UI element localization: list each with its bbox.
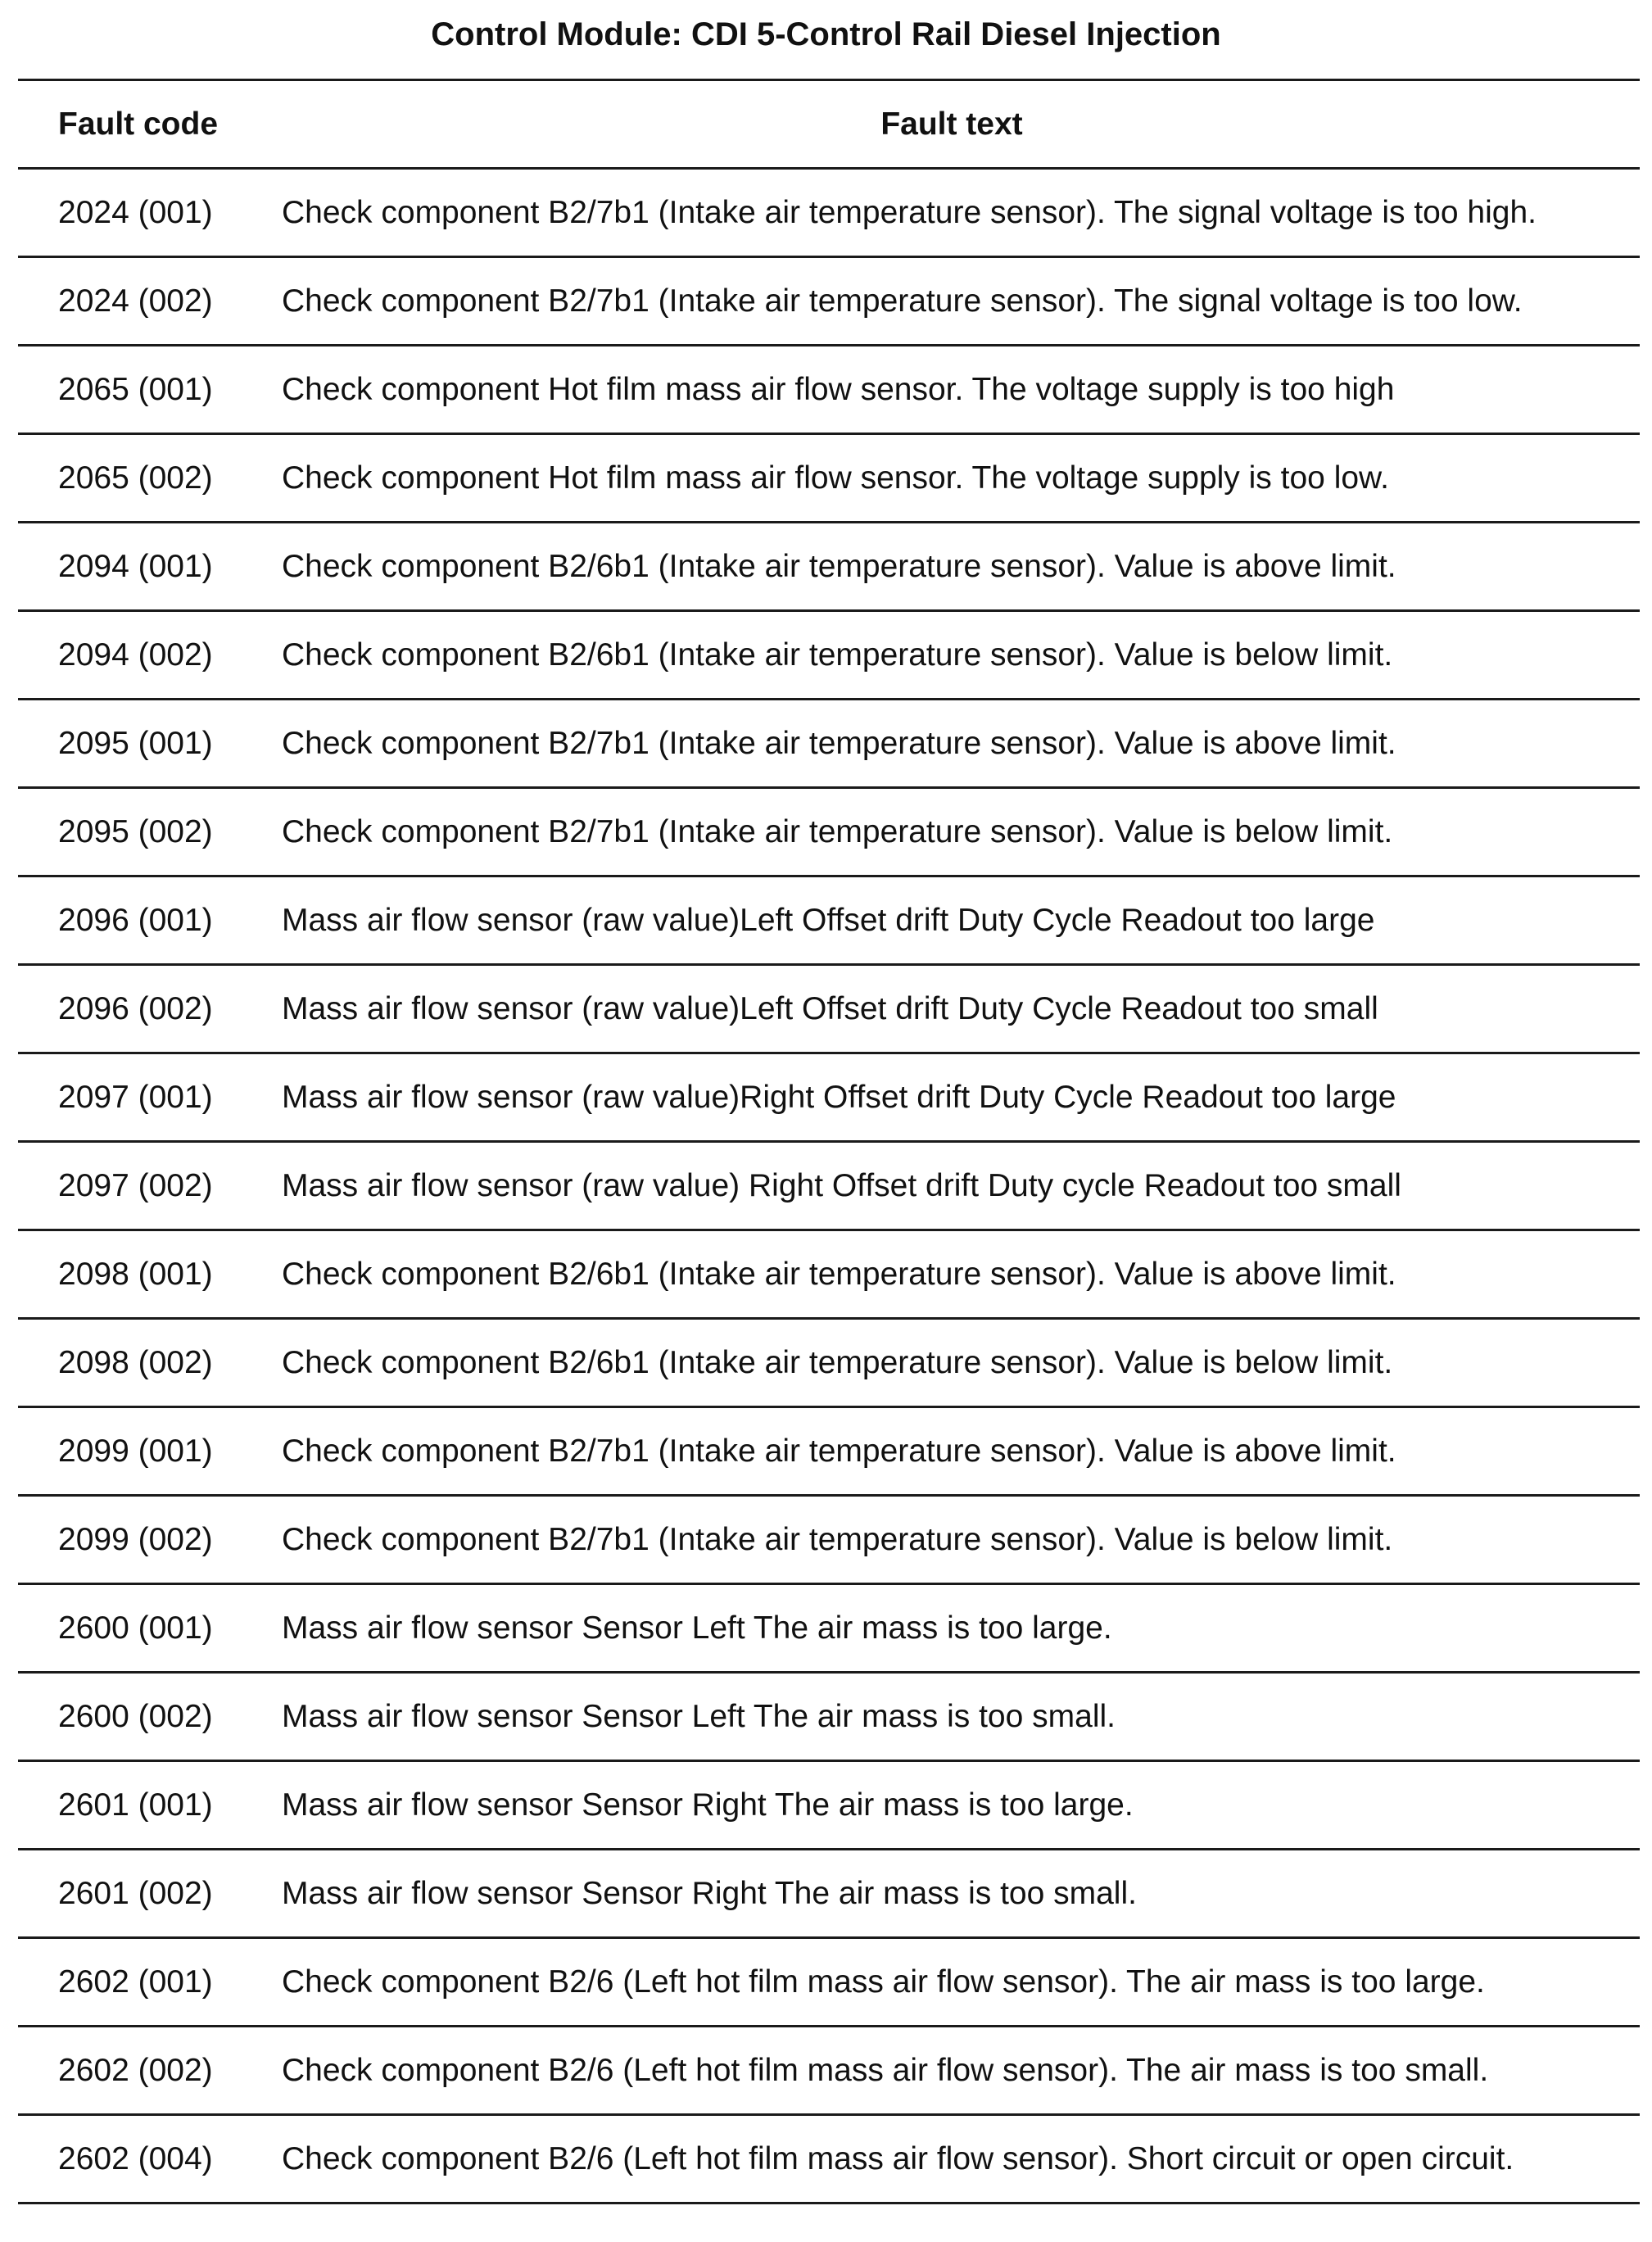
table-row: [18, 1407, 1640, 1496]
fault-text-cell: Check component B2/6b1 (Intake air temperature sensor). Value is above limit.: [264, 1230, 1640, 1319]
fault-code-cell: 2099 (002): [18, 1496, 264, 1584]
table-row: [18, 434, 1640, 523]
table-row: [18, 611, 1640, 700]
table-row: [18, 523, 1640, 611]
fault-text-cell: Check component Hot film mass air flow sensor. The voltage supply is too low.: [264, 434, 1640, 523]
table-header-row: [18, 80, 1640, 169]
table-row: [18, 876, 1640, 965]
table-row: [18, 1319, 1640, 1407]
fault-code-cell: 2065 (001): [18, 346, 264, 434]
fault-text-cell: Mass air flow sensor Sensor Left The air mass is too small.: [264, 1673, 1640, 1761]
table-row: [18, 1142, 1640, 1230]
table-body: [18, 169, 1640, 2204]
fault-text-cell: Check component B2/6b1 (Intake air temperature sensor). Value is below limit.: [264, 611, 1640, 700]
fault-code-table: [18, 79, 1640, 2204]
table-row: [18, 2115, 1640, 2204]
fault-text-cell: Check component Hot film mass air flow sensor. The voltage supply is too high: [264, 346, 1640, 434]
fault-code-cell: 2098 (001): [18, 1230, 264, 1319]
fault-code-cell: 2601 (002): [18, 1850, 264, 1938]
table-row: [18, 346, 1640, 434]
table-row: [18, 1230, 1640, 1319]
fault-text-cell: Check component B2/7b1 (Intake air temperature sensor). Value is above limit.: [264, 700, 1640, 788]
fault-text-cell: Check component B2/7b1 (Intake air temperature sensor). Value is below limit.: [264, 1496, 1640, 1584]
table-row: [18, 1850, 1640, 1938]
fault-code-cell: 2024 (002): [18, 257, 264, 346]
fault-code-cell: 2096 (001): [18, 876, 264, 965]
fault-code-cell: 2600 (002): [18, 1673, 264, 1761]
fault-code-cell: 2024 (001): [18, 169, 264, 257]
table-row: [18, 700, 1640, 788]
table-row: [18, 1053, 1640, 1142]
table-row: [18, 1938, 1640, 2027]
table-row: [18, 788, 1640, 876]
table-row: [18, 1584, 1640, 1673]
fault-text-cell: Check component B2/6b1 (Intake air temperature sensor). Value is below limit.: [264, 1319, 1640, 1407]
fault-code-cell: 2099 (001): [18, 1407, 264, 1496]
fault-code-cell: 2094 (001): [18, 523, 264, 611]
fault-code-cell: 2097 (001): [18, 1053, 264, 1142]
fault-text-cell: Check component B2/7b1 (Intake air temperature sensor). Value is below limit.: [264, 788, 1640, 876]
column-header-fault-text: Fault text: [264, 80, 1640, 169]
table-row: [18, 1673, 1640, 1761]
fault-code-cell: 2602 (002): [18, 2027, 264, 2115]
page-title: Control Module: CDI 5-Control Rail Diesel Injection: [431, 16, 1221, 52]
fault-code-cell: 2600 (001): [18, 1584, 264, 1673]
fault-text-cell: Mass air flow sensor Sensor Left The air mass is too large.: [264, 1584, 1640, 1673]
fault-text-cell: Mass air flow sensor (raw value)Left Offset drift Duty Cycle Readout too large: [264, 876, 1640, 965]
fault-code-cell: 2601 (001): [18, 1761, 264, 1850]
table-row: [18, 257, 1640, 346]
fault-text-cell: Check component B2/6 (Left hot film mass air flow sensor). The air mass is too small.: [264, 2027, 1640, 2115]
fault-text-cell: Check component B2/6 (Left hot film mass air flow sensor). The air mass is too large.: [264, 1938, 1640, 2027]
fault-text-cell: Mass air flow sensor Sensor Right The air mass is too large.: [264, 1761, 1640, 1850]
fault-code-cell: 2098 (002): [18, 1319, 264, 1407]
fault-text-cell: Mass air flow sensor (raw value) Right Offset drift Duty cycle Readout too small: [264, 1142, 1640, 1230]
fault-code-cell: 2097 (002): [18, 1142, 264, 1230]
table-row: [18, 169, 1640, 257]
fault-text-cell: Check component B2/7b1 (Intake air temperature sensor). The signal voltage is too high.: [264, 169, 1640, 257]
fault-code-cell: 2065 (002): [18, 434, 264, 523]
fault-code-cell: 2095 (001): [18, 700, 264, 788]
fault-code-cell: 2095 (002): [18, 788, 264, 876]
fault-code-cell: 2094 (002): [18, 611, 264, 700]
table-row: [18, 1761, 1640, 1850]
fault-code-cell: 2602 (001): [18, 1938, 264, 2027]
fault-text-cell: Mass air flow sensor (raw value)Right Offset drift Duty Cycle Readout too large: [264, 1053, 1640, 1142]
table-row: [18, 1496, 1640, 1584]
table-row: [18, 965, 1640, 1053]
fault-text-cell: Check component B2/7b1 (Intake air temperature sensor). The signal voltage is too low.: [264, 257, 1640, 346]
fault-text-cell: Check component B2/6 (Left hot film mass air flow sensor). Short circuit or open circuit.: [264, 2115, 1640, 2204]
fault-text-cell: Mass air flow sensor Sensor Right The air mass is too small.: [264, 1850, 1640, 1938]
fault-text-cell: Mass air flow sensor (raw value)Left Offset drift Duty Cycle Readout too small: [264, 965, 1640, 1053]
column-header-fault-code: Fault code: [18, 80, 264, 169]
fault-text-cell: Check component B2/6b1 (Intake air temperature sensor). Value is above limit.: [264, 523, 1640, 611]
fault-code-cell: 2602 (004): [18, 2115, 264, 2204]
fault-code-cell: 2096 (002): [18, 965, 264, 1053]
table-row: [18, 2027, 1640, 2115]
fault-text-cell: Check component B2/7b1 (Intake air temperature sensor). Value is above limit.: [264, 1407, 1640, 1496]
